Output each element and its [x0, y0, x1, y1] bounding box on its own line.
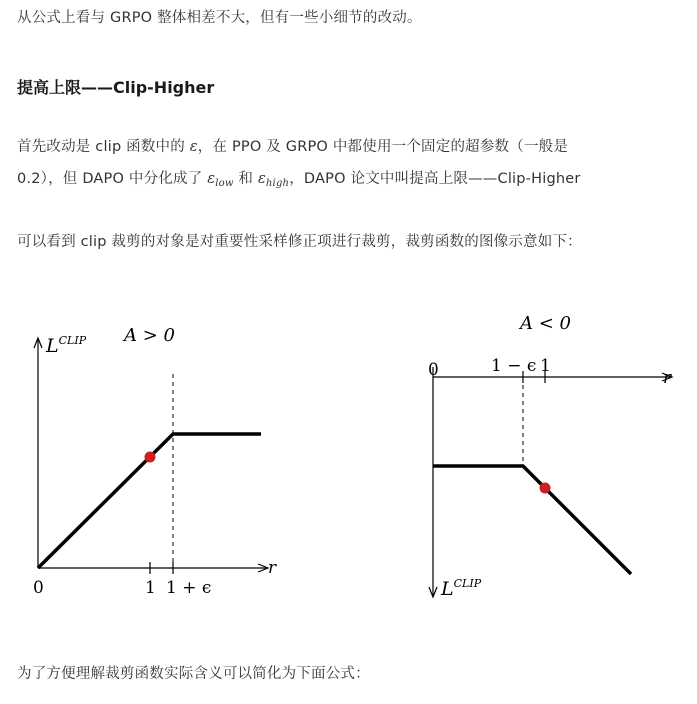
- left-y-label: $L^{CLIP}$: [46, 334, 87, 357]
- p1-text-a: 首先改动是 clip 函数中的: [17, 139, 185, 155]
- right-tick-1me-label: 1 − ϵ: [491, 356, 537, 376]
- section-heading: 提高上限——Clip-Higher: [17, 78, 215, 97]
- clip-figure-positive: [20, 310, 320, 600]
- right-condition-label: A < 0: [520, 313, 571, 334]
- left-tick-0-label: 0: [33, 578, 44, 598]
- left-tick-1-label: 1: [145, 578, 156, 598]
- paragraph-1-line-2: [17, 169, 581, 194]
- epsilon-symbol: ε: [189, 139, 198, 155]
- p1-text-b: ，在 PPO 及 GRPO 中都使用一个固定的超参数（一般是: [197, 139, 569, 155]
- left-marker-dot: [145, 452, 156, 463]
- left-condition-label: A > 0: [124, 325, 175, 346]
- p1-text-c: 0.2），但 DAPO 中分化成了: [17, 171, 203, 187]
- paragraph-3: 为了方便理解裁剪函数实际含义可以简化为下面公式：: [17, 666, 370, 682]
- right-tick-1-label: 1: [540, 356, 551, 376]
- right-y-label: $L^{CLIP}$: [441, 577, 482, 600]
- right-tick-0-label: 0: [428, 360, 439, 380]
- left-x-label: r: [268, 558, 277, 578]
- epsilon-high: $\varepsilon_{high}$: [257, 171, 290, 189]
- right-marker-dot: [540, 483, 551, 494]
- clip-figure-negative: [420, 305, 680, 600]
- paragraph-2: 可以看到 clip 裁剪的对象是对重要性采样修正项进行裁剪，裁剪函数的图像示意如下：: [17, 234, 582, 250]
- p1-and: 和: [238, 171, 254, 187]
- intro-text: 从公式上看与 GRPO 整体相差不大，但有一些小细节的改动。: [17, 10, 422, 26]
- p1-text-d: ，DAPO 论文中叫提高上限——Clip-Higher: [289, 171, 581, 187]
- right-clip-curve: [433, 466, 631, 574]
- right-x-label: r: [663, 368, 672, 388]
- epsilon-low: $\varepsilon_{low}$: [207, 171, 234, 189]
- paragraph-1-line-1: [17, 137, 568, 157]
- left-tick-1e-label: 1 + ϵ: [166, 578, 212, 598]
